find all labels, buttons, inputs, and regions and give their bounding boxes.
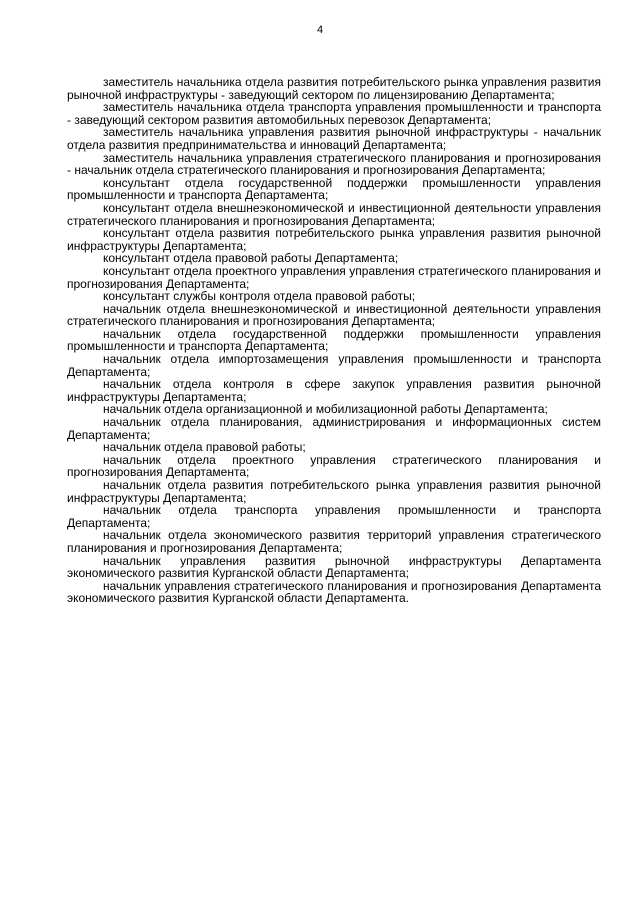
page-number: 4 <box>316 24 324 36</box>
list-item: начальник отдела импортозамещения управления промышленности и транспорта Департамента; <box>67 352 601 379</box>
list-item: начальник отдела развития потребительского рынка управления развития рыночной инфраструктуры Департамента; <box>67 478 601 505</box>
position-list <box>67 76 601 605</box>
list-item: заместитель начальника отдела развития потребительского рынка управления развития рыночной инфраструктуры - заведующий сектором по лицензированию Департамента; <box>67 75 601 102</box>
list-item: консультант отдела государственной поддержки промышленности управления промышленности и транспорта Департамента; <box>67 175 601 203</box>
list-item: начальник управления стратегического планирования и прогнозирования Департамента экономического развития Курганской области Департамента. <box>67 578 601 606</box>
list-item: консультант службы контроля отдела правовой работы; <box>103 289 416 304</box>
list-item: консультант отдела проектного управления управления стратегического планирования и прогнозирования Департамента; <box>67 263 601 291</box>
list-item: начальник отдела государственной поддержки промышленности управления промышленности и транспорта Департамента; <box>67 326 601 354</box>
list-item: начальник отдела экономического развития территорий управления стратегического планирования и прогнозирования Департамента; <box>67 528 601 555</box>
list-item: начальник отдела контроля в сфере закупок управления развития рыночной инфраструктуры Департамента; <box>67 377 601 404</box>
list-item: начальник отдела организационной и мобилизационной работы Департамента; <box>103 402 548 417</box>
list-item: заместитель начальника управления стратегического планирования и прогнозирования - начальник отдела стратегического планирования и прогнозирования Департамента; <box>67 150 601 178</box>
list-item: начальник отдела планирования, администрирования и информационных систем Департамента; <box>67 415 601 442</box>
list-item: начальник отдела внешнеэкономической и инвестиционной деятельности управления стратегического планирования и прогнозирования Департамента; <box>67 301 601 329</box>
list-item: консультант отдела развития потребительского рынка управления развития рыночной инфраструктуры Департамента; <box>67 226 601 253</box>
list-item: начальник отдела правовой работы; <box>103 440 306 455</box>
list-item: консультант отдела правовой работы Департамента; <box>103 251 399 266</box>
list-item: начальник управления развития рыночной инфраструктуры Департамента экономического развития Курганской области Департамента; <box>67 553 601 581</box>
list-item: консультант отдела внешнеэкономической и инвестиционной деятельности управления стратегического планирования и прогнозирования Департамента; <box>67 200 601 228</box>
list-item: заместитель начальника отдела транспорта управления промышленности и транспорта - заведующий сектором развития автомобильных перевозок Департамента; <box>67 100 601 127</box>
list-item: начальник отдела транспорта управления промышленности и транспорта Департамента; <box>67 503 601 530</box>
list-item: начальник отдела проектного управления стратегического планирования и прогнозирования Департамента; <box>67 452 601 480</box>
list-item: заместитель начальника управления развития рыночной инфраструктуры - начальник отдела развития предпринимательства и инноваций Департамента; <box>67 125 601 152</box>
